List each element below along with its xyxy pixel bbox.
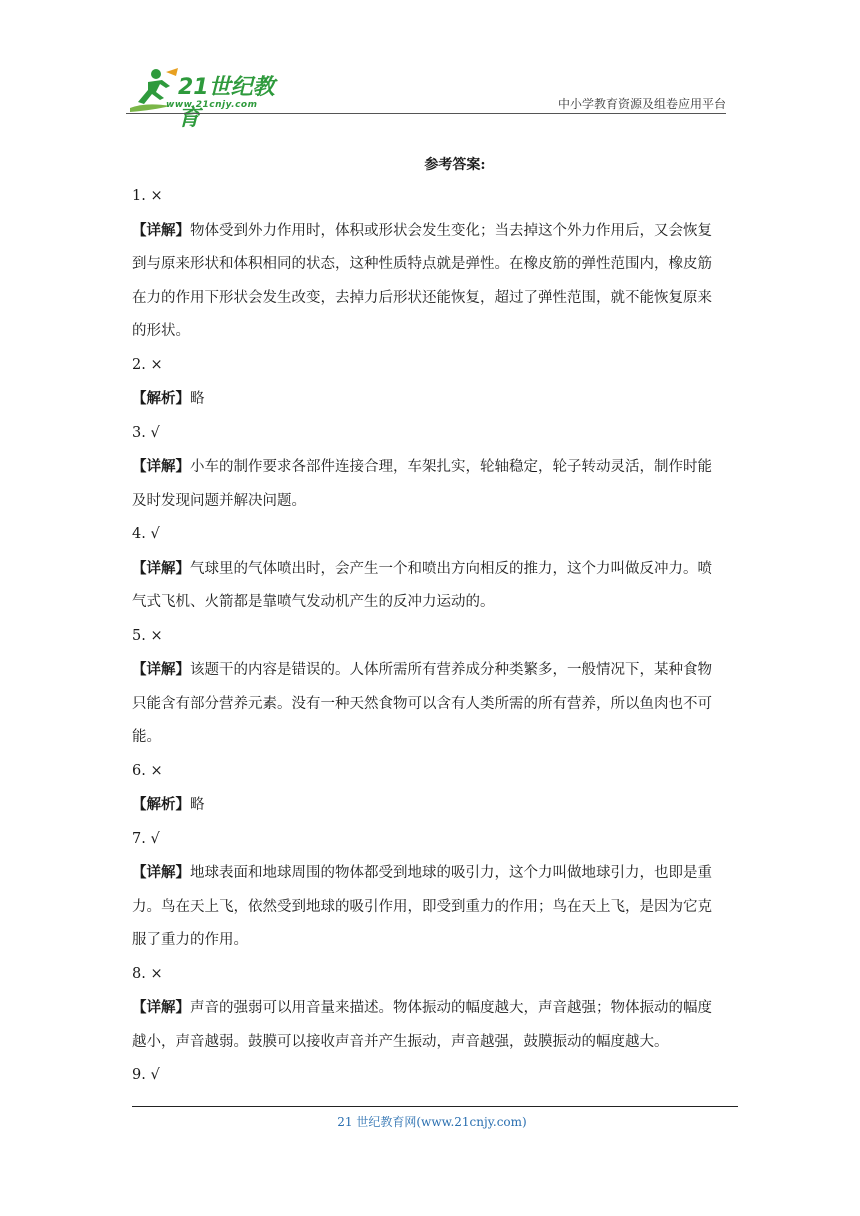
explanation-line	[132, 485, 732, 519]
answer-mark: ×	[150, 188, 163, 204]
explanation-text: 及时发现问题并解决问题。	[132, 492, 306, 509]
explanation-label: 【详解】	[132, 864, 190, 881]
platform-tagline: 中小学教育资源及组卷应用平台	[557, 97, 726, 111]
answer-number: 3.	[132, 424, 146, 441]
answer-number-line	[132, 823, 732, 857]
footer-divider	[132, 1106, 738, 1107]
explanation-label: 【详解】	[132, 221, 190, 239]
answer-number: 8.	[132, 965, 146, 982]
explanation-line	[132, 991, 732, 1026]
explanation-text: 到与原来形状和体积相同的状态，这种性质特点就是弹性。在橡皮筋的弹性范围内，橡皮筋	[132, 256, 712, 272]
explanation-line	[132, 586, 732, 620]
explanation-text: 越小，声音越弱。鼓膜可以接收声音并产生振动，声音越强，鼓膜振动的幅度越大。	[132, 1033, 669, 1050]
explanation-label: 【详解】	[132, 661, 190, 678]
answer-number: 7.	[132, 830, 146, 847]
answer-mark: ×	[150, 356, 163, 373]
explanation-text: 服了重力的作用。	[132, 932, 248, 948]
explanation-line	[132, 653, 732, 688]
explanation-label: 【详解】	[132, 999, 190, 1016]
explanation-line	[132, 924, 732, 958]
answer-number-line	[132, 958, 732, 992]
answer-number: 4.	[132, 526, 146, 542]
explanation-text: 地球表面和地球周围的物体都受到地球的吸引力，这个力叫做地球引力，也即是重	[190, 865, 712, 881]
explanation-text: 在力的作用下形状会发生改变，去掉力后形状还能恢复，超过了弹性范围，就不能恢复原来	[132, 289, 712, 306]
answer-mark: ×	[150, 965, 163, 982]
answer-mark: ×	[150, 627, 163, 644]
answer-section	[132, 150, 732, 1093]
page-header	[126, 62, 726, 131]
answer-number-line	[132, 755, 732, 789]
explanation-line	[132, 214, 732, 249]
answer-mark: √	[150, 526, 160, 542]
explanation-text: 该题干的内容是错误的。人体所需所有营养成分种类繁多，一般情况下，某种食物	[190, 662, 712, 678]
answer-number-line	[132, 417, 732, 451]
explanation-label: 【详解】	[132, 559, 190, 577]
answer-mark: √	[150, 424, 160, 441]
answer-number-line	[132, 180, 732, 214]
explanation-line	[132, 248, 732, 282]
explanation-label: 【解析】	[132, 390, 190, 407]
explanation-line	[132, 721, 732, 755]
answer-number: 6.	[132, 762, 146, 779]
site-logo	[126, 66, 296, 131]
explanation-text: 只能含有部分营养元素。没有一种天然食物可以含有人类所需的所有营养，所以鱼肉也不可	[132, 695, 712, 712]
logo-text: 21世纪教育	[178, 75, 275, 131]
explanation-line	[132, 552, 732, 587]
explanation-line	[132, 382, 732, 417]
answer-mark: √	[150, 830, 160, 847]
answer-number: 5.	[132, 627, 146, 644]
answer-number-line	[132, 620, 732, 654]
explanation-label: 【解析】	[132, 796, 190, 813]
answer-number-line	[132, 349, 732, 383]
explanation-text: 物体受到外力作用时，体积或形状会发生变化；当去掉这个外力作用后，又会恢复	[190, 222, 712, 239]
logo-url: www.21cnjy.com	[166, 100, 258, 110]
explanation-line	[132, 856, 732, 891]
answer-mark: ×	[150, 762, 163, 779]
answer-number: 9.	[132, 1067, 146, 1083]
explanation-line	[132, 788, 732, 823]
explanation-text: 气球里的气体喷出时，会产生一个和喷出方向相反的推力，这个力叫做反冲力。喷	[190, 560, 712, 577]
explanation-line	[132, 891, 732, 925]
explanation-text: 略	[190, 797, 205, 813]
answer-mark: √	[150, 1067, 160, 1083]
explanation-line	[132, 1026, 732, 1060]
explanation-line	[132, 282, 732, 316]
explanation-text: 小车的制作要求各部件连接合理，车架扎实，轮轴稳定，轮子转动灵活，制作时能	[190, 459, 712, 475]
header-divider	[126, 113, 726, 114]
answer-number-line	[132, 1059, 732, 1093]
explanation-line	[132, 450, 732, 485]
explanation-label: 【详解】	[132, 458, 190, 475]
footer-text: 21 世纪教育网(www.21cnjy.com)	[337, 1115, 527, 1129]
answer-number: 1.	[132, 188, 146, 204]
explanation-text: 略	[190, 391, 205, 407]
explanation-text: 气式飞机、火箭都是靠喷气发动机产生的反冲力运动的。	[132, 594, 495, 610]
page-footer	[0, 1113, 860, 1130]
explanation-text: 声音的强弱可以用音量来描述。物体振动的幅度越大，声音越强；物体振动的幅度	[190, 1000, 712, 1016]
explanation-text: 能。	[132, 729, 161, 745]
explanation-text: 力。鸟在天上飞，依然受到地球的吸引作用，即受到重力的作用；鸟在天上飞，是因为它克	[132, 898, 712, 915]
explanation-line	[132, 315, 732, 349]
answer-number: 2.	[132, 356, 146, 373]
explanation-text: 的形状。	[132, 323, 190, 339]
explanation-line	[132, 688, 732, 722]
page-title: 参考答案:	[424, 157, 486, 173]
answer-number-line	[132, 518, 732, 552]
answer-list	[132, 180, 732, 1093]
